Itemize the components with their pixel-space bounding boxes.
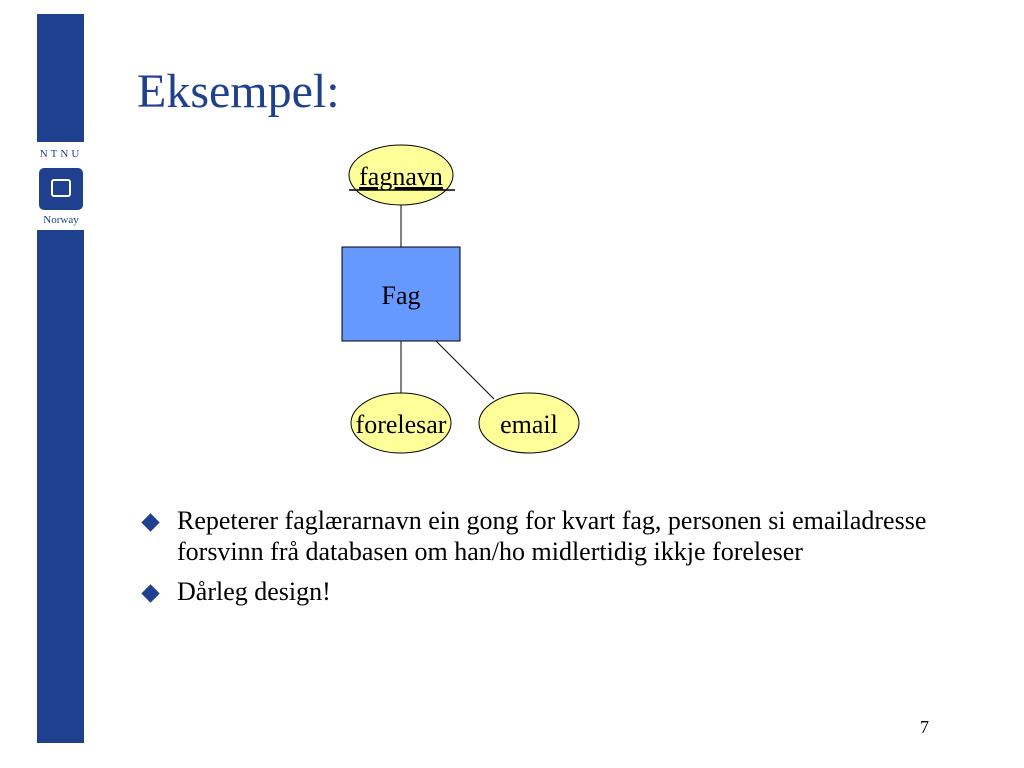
entity-fag [342, 247, 460, 341]
attribute-forelesar [351, 393, 451, 453]
logo-top-text: NTNU [39, 148, 83, 160]
bullet-text: Repeterer faglærarnavn ein gong for kvart fag, personen si emailadresse forsvinn frå databasen om han/ho midlertidig ikkje foreleser [177, 506, 927, 566]
slide-title: Eksempel: [137, 65, 340, 118]
entity-label-fag: Fag [381, 281, 421, 310]
diamond-bullet-icon [141, 584, 159, 602]
bullet-item [140, 505, 1000, 567]
attribute-fagnavn [349, 145, 455, 205]
logo-bottom-text: Norway [43, 214, 79, 226]
attribute-label-fagnavn: fagnavn [359, 162, 443, 191]
bullet-text: Dårleg design! [177, 577, 331, 606]
attribute-email [479, 393, 579, 453]
connector-email [436, 341, 494, 399]
attribute-label-email: email [500, 410, 558, 439]
bullet-item [140, 576, 1000, 607]
diamond-bullet-icon [141, 513, 159, 531]
attribute-label-forelesar: forelesar [355, 410, 447, 439]
bullet-list [140, 505, 1000, 616]
page-number: 7 [920, 717, 929, 737]
